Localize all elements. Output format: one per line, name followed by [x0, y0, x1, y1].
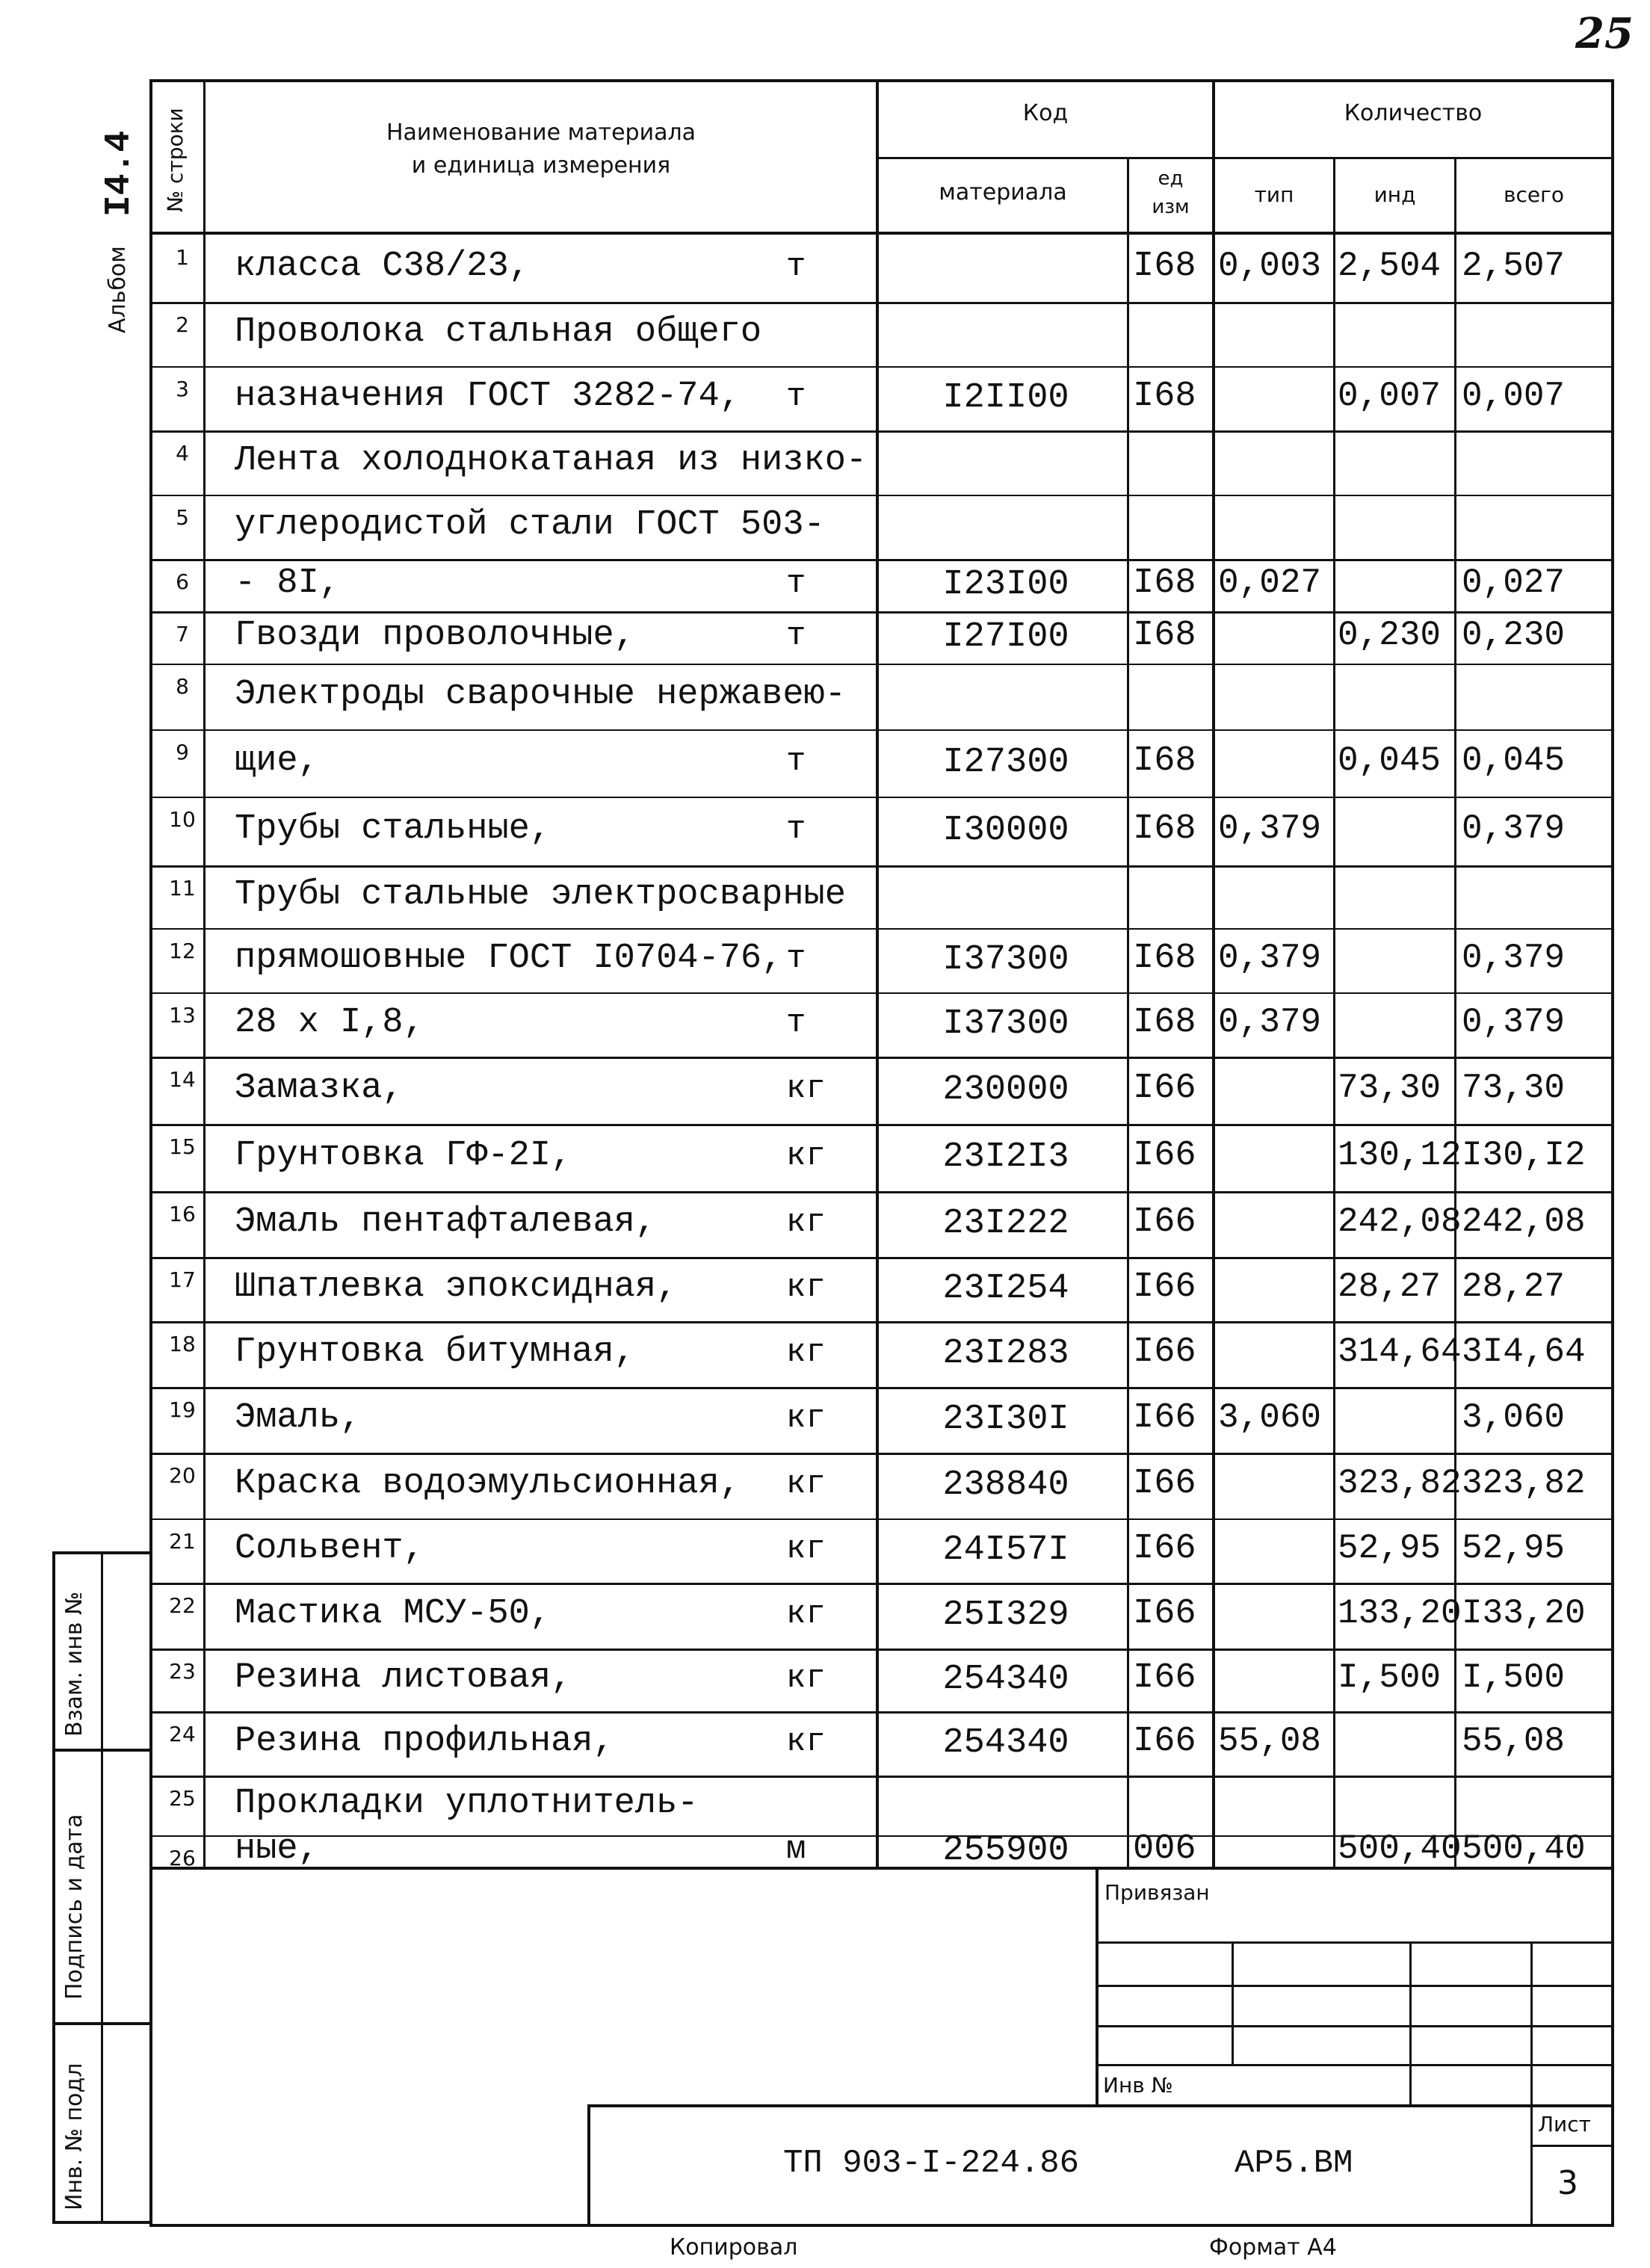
side-label-vzam-inv: Взам. инв №: [61, 1591, 87, 1737]
header-ed-line1: ед: [1158, 167, 1184, 190]
doc-mark: АР5.ВМ: [1235, 2145, 1353, 2182]
row-number: 26: [169, 1846, 196, 1870]
row-number: 16: [169, 1202, 196, 1226]
material-code: 23I30I: [942, 1400, 1069, 1439]
qty-total: 0,379: [1462, 1003, 1566, 1042]
material-name: Эмаль,: [235, 1398, 362, 1438]
row-divider: [152, 1321, 1611, 1323]
qty-total: 2,507: [1462, 247, 1566, 285]
row-number: 2: [176, 312, 189, 337]
material-name: Грунтовка ГФ-2I,: [235, 1136, 572, 1175]
unit-code: I68: [1133, 809, 1196, 849]
unit: кг: [786, 1204, 826, 1241]
material-name: Эмаль пентафталевая,: [235, 1202, 657, 1242]
qty-total: 55,08: [1462, 1722, 1566, 1761]
header-name-line2: и единица измерения: [411, 152, 671, 179]
row-divider: [152, 495, 1611, 496]
row-divider: [152, 1583, 1611, 1585]
qty-total: I33,20: [1462, 1594, 1586, 1633]
unit: т: [786, 811, 806, 848]
unit-code: I66: [1133, 1398, 1196, 1438]
material-name: Трубы стальные,: [235, 809, 551, 849]
unit-code: I68: [1133, 377, 1196, 416]
row-number: 17: [169, 1267, 196, 1292]
qty-total: 0,027: [1462, 563, 1566, 602]
material-code: I37300: [942, 940, 1069, 980]
row-divider: [152, 430, 1611, 433]
qty-ind: 314,64: [1338, 1332, 1462, 1371]
unit: кг: [786, 1334, 826, 1371]
unit: т: [786, 248, 806, 285]
unit: т: [786, 378, 806, 415]
qty-ind: 130,12: [1338, 1136, 1462, 1175]
material-name: Электроды сварочные нержавею-: [235, 675, 846, 714]
qty-total: 500,40: [1462, 1829, 1586, 1868]
row-divider: [152, 865, 1611, 868]
row-divider: [152, 366, 1611, 368]
row-number: 6: [176, 569, 189, 594]
material-name: Проволока стальная общего: [235, 312, 762, 352]
unit-code: I66: [1133, 1529, 1196, 1569]
material-code: 230000: [942, 1070, 1069, 1110]
material-code: I2II00: [942, 378, 1069, 418]
material-code: 23I283: [942, 1334, 1069, 1374]
material-code: I27I00: [942, 617, 1069, 657]
qty-tip: 0,379: [1218, 809, 1322, 848]
row-number: 25: [169, 1786, 196, 1811]
row-divider: [152, 1711, 1611, 1714]
side-label-podpis-data: Подпись и дата: [61, 1814, 87, 2000]
qty-ind: 2,504: [1338, 247, 1442, 285]
unit: кг: [786, 1269, 826, 1306]
material-name: прямошовные ГОСТ I0704-76,: [235, 939, 783, 978]
material-name: Шпатлевка эпоксидная,: [235, 1267, 678, 1307]
header-tip: тип: [1254, 182, 1294, 207]
unit: т: [786, 743, 806, 780]
qty-tip: 0,379: [1218, 939, 1322, 977]
qty-ind: 323,82: [1338, 1464, 1462, 1503]
material-name: Краска водоэмульсионная,: [235, 1464, 741, 1504]
material-code: 25I329: [942, 1595, 1069, 1635]
row-number: 24: [169, 1722, 196, 1746]
qty-total: 0,230: [1462, 616, 1566, 655]
qty-total: 73,30: [1462, 1069, 1566, 1107]
qty-total: 323,82: [1462, 1464, 1586, 1503]
material-name: Лента холоднокатаная из низко-: [235, 441, 868, 481]
unit: т: [786, 940, 806, 977]
row-number: 14: [169, 1067, 196, 1092]
album-number: I4.4: [99, 130, 140, 217]
row-number: 12: [169, 939, 196, 963]
qty-tip: 0,379: [1218, 1003, 1322, 1042]
material-name: Трубы стальные электросварные: [235, 875, 846, 915]
header-ind: инд: [1374, 182, 1416, 207]
material-name: Резина профильная,: [235, 1722, 614, 1761]
row-number: 13: [169, 1003, 196, 1028]
material-code: 23I222: [942, 1204, 1069, 1243]
qty-total: 0,007: [1462, 377, 1566, 415]
unit-code: I66: [1133, 1267, 1196, 1307]
header-vsego: всего: [1504, 182, 1564, 207]
unit-code: I68: [1133, 1003, 1196, 1042]
qty-total: 28,27: [1462, 1267, 1566, 1306]
unit-code: I66: [1133, 1658, 1196, 1698]
page-number: 25: [1575, 9, 1634, 58]
material-name: щие,: [235, 741, 319, 781]
row-number: 15: [169, 1134, 196, 1159]
row-divider: [152, 1453, 1611, 1455]
row-divider: [152, 928, 1611, 930]
row-divider: [152, 664, 1611, 665]
row-number: 23: [169, 1659, 196, 1684]
row-divider: [152, 797, 1611, 798]
stamp-inv-no: Инв №: [1103, 2073, 1173, 2098]
unit-code: I66: [1133, 1722, 1196, 1761]
unit: кг: [786, 1595, 826, 1633]
material-name: Замазка,: [235, 1069, 404, 1108]
material-code: 24I57I: [942, 1530, 1069, 1570]
footer-copied: Копировал: [670, 2234, 798, 2261]
unit-code: I66: [1133, 1464, 1196, 1504]
row-number: 5: [176, 505, 189, 530]
header-ed-line2: изм: [1152, 196, 1190, 218]
material-code: 254340: [942, 1723, 1069, 1763]
side-label-inv-podl: Инв. № подл: [61, 2062, 87, 2210]
unit: т: [786, 1004, 806, 1042]
qty-ind: 0,230: [1338, 616, 1442, 655]
row-number: 1: [176, 245, 189, 270]
row-divider: [152, 1124, 1611, 1126]
row-divider: [152, 302, 1611, 304]
material-name: назначения ГОСТ 3282-74,: [235, 377, 741, 416]
unit-code: I66: [1133, 1136, 1196, 1175]
material-name: Мастика МСУ-50,: [235, 1594, 551, 1634]
row-divider: [152, 1057, 1611, 1059]
unit: кг: [786, 1530, 826, 1568]
sheet-label: Лист: [1538, 2112, 1591, 2136]
unit: кг: [786, 1465, 826, 1503]
row-number: 4: [176, 441, 189, 466]
unit: кг: [786, 1660, 826, 1697]
qty-total: 0,379: [1462, 809, 1566, 848]
row-number: 21: [169, 1529, 196, 1554]
qty-ind: I,500: [1338, 1658, 1442, 1697]
row-divider: [152, 729, 1611, 731]
sheet-number: 3: [1557, 2164, 1578, 2202]
unit-code: I66: [1133, 1202, 1196, 1242]
qty-tip: 0,003: [1218, 247, 1322, 285]
qty-ind: 28,27: [1338, 1267, 1442, 1306]
unit-code: I66: [1133, 1594, 1196, 1634]
header-material: материала: [939, 179, 1067, 206]
unit-code: I68: [1133, 939, 1196, 978]
material-code: 255900: [942, 1831, 1069, 1870]
material-code: I27300: [942, 743, 1069, 782]
material-code: 254340: [942, 1660, 1069, 1699]
album-label: Альбом: [105, 246, 131, 333]
unit: кг: [786, 1723, 826, 1761]
qty-total: 0,379: [1462, 939, 1566, 977]
unit-code: I66: [1133, 1069, 1196, 1108]
unit-code: I68: [1133, 616, 1196, 655]
qty-tip: 0,027: [1218, 563, 1322, 602]
unit-code: I68: [1133, 247, 1196, 286]
header-row-number: № строки: [163, 108, 188, 212]
row-divider: [152, 1191, 1611, 1193]
row-divider: [152, 1518, 1611, 1520]
material-name: углеродистой стали ГОСТ 503-: [235, 505, 825, 545]
qty-ind: 0,045: [1338, 741, 1442, 780]
row-divider: [152, 1776, 1611, 1778]
qty-tip: 55,08: [1218, 1722, 1322, 1761]
row-number: 10: [169, 807, 196, 832]
unit-code: 006: [1133, 1829, 1196, 1869]
row-number: 8: [176, 674, 189, 699]
header-name-line1: Наименование материала: [386, 120, 696, 146]
qty-ind: 0,007: [1338, 377, 1442, 415]
material-name: - 8I,: [235, 563, 341, 603]
unit: м: [786, 1831, 806, 1868]
row-number: 7: [176, 622, 189, 646]
row-number: 18: [169, 1332, 196, 1356]
row-number: 22: [169, 1593, 196, 1618]
material-code: 23I2I3: [942, 1137, 1069, 1177]
material-code: I23I00: [942, 565, 1069, 605]
material-name: Прокладки уплотнитель-: [235, 1784, 699, 1823]
material-code: I30000: [942, 811, 1069, 850]
qty-tip: 3,060: [1218, 1398, 1322, 1437]
qty-ind: 242,08: [1338, 1202, 1462, 1241]
unit: т: [786, 617, 806, 655]
qty-total: 242,08: [1462, 1202, 1586, 1241]
header-kolichestvo: Количество: [1344, 100, 1483, 126]
unit: кг: [786, 1137, 826, 1175]
qty-total: 3,060: [1462, 1398, 1566, 1437]
qty-ind: 500,40: [1338, 1829, 1462, 1868]
doc-code: ТП 903-I-224.86: [783, 2145, 1080, 2182]
qty-ind: 73,30: [1338, 1069, 1442, 1107]
material-code: 238840: [942, 1465, 1069, 1505]
row-divider: [152, 559, 1611, 561]
stamp-privyazan: Привязан: [1104, 1880, 1210, 1905]
row-divider: [152, 992, 1611, 994]
header-kod: Код: [1022, 100, 1069, 126]
qty-total: I,500: [1462, 1658, 1566, 1697]
qty-total: 3I4,64: [1462, 1332, 1586, 1371]
qty-total: 0,045: [1462, 741, 1566, 780]
row-divider: [152, 1257, 1611, 1259]
unit: кг: [786, 1400, 826, 1437]
material-name: Сольвент,: [235, 1529, 424, 1569]
unit-code: I68: [1133, 563, 1196, 603]
row-number: 3: [176, 377, 189, 401]
material-name: 28 х I,8,: [235, 1003, 424, 1042]
qty-total: 52,95: [1462, 1529, 1566, 1568]
qty-ind: 52,95: [1338, 1529, 1442, 1568]
material-code: I37300: [942, 1004, 1069, 1044]
row-divider: [152, 1649, 1611, 1651]
row-number: 11: [169, 876, 196, 900]
unit-code: I66: [1133, 1332, 1196, 1372]
unit: т: [786, 565, 806, 602]
footer-format: Формат А4: [1209, 2234, 1337, 2261]
row-divider: [152, 1387, 1611, 1389]
qty-ind: 133,20: [1338, 1594, 1462, 1633]
material-name: класса С38/23,: [235, 247, 530, 286]
qty-total: I30,I2: [1462, 1136, 1586, 1175]
row-number: 9: [176, 740, 189, 764]
row-divider: [152, 611, 1611, 614]
unit-code: I68: [1133, 741, 1196, 781]
row-number: 20: [169, 1463, 196, 1488]
material-name: Резина листовая,: [235, 1658, 572, 1698]
material-name: Гвозди проволочные,: [235, 616, 635, 655]
material-name: ные,: [235, 1829, 319, 1869]
material-name: Грунтовка битумная,: [235, 1332, 635, 1372]
material-code: 23I254: [942, 1269, 1069, 1308]
unit: кг: [786, 1070, 826, 1107]
row-number: 19: [169, 1397, 196, 1422]
